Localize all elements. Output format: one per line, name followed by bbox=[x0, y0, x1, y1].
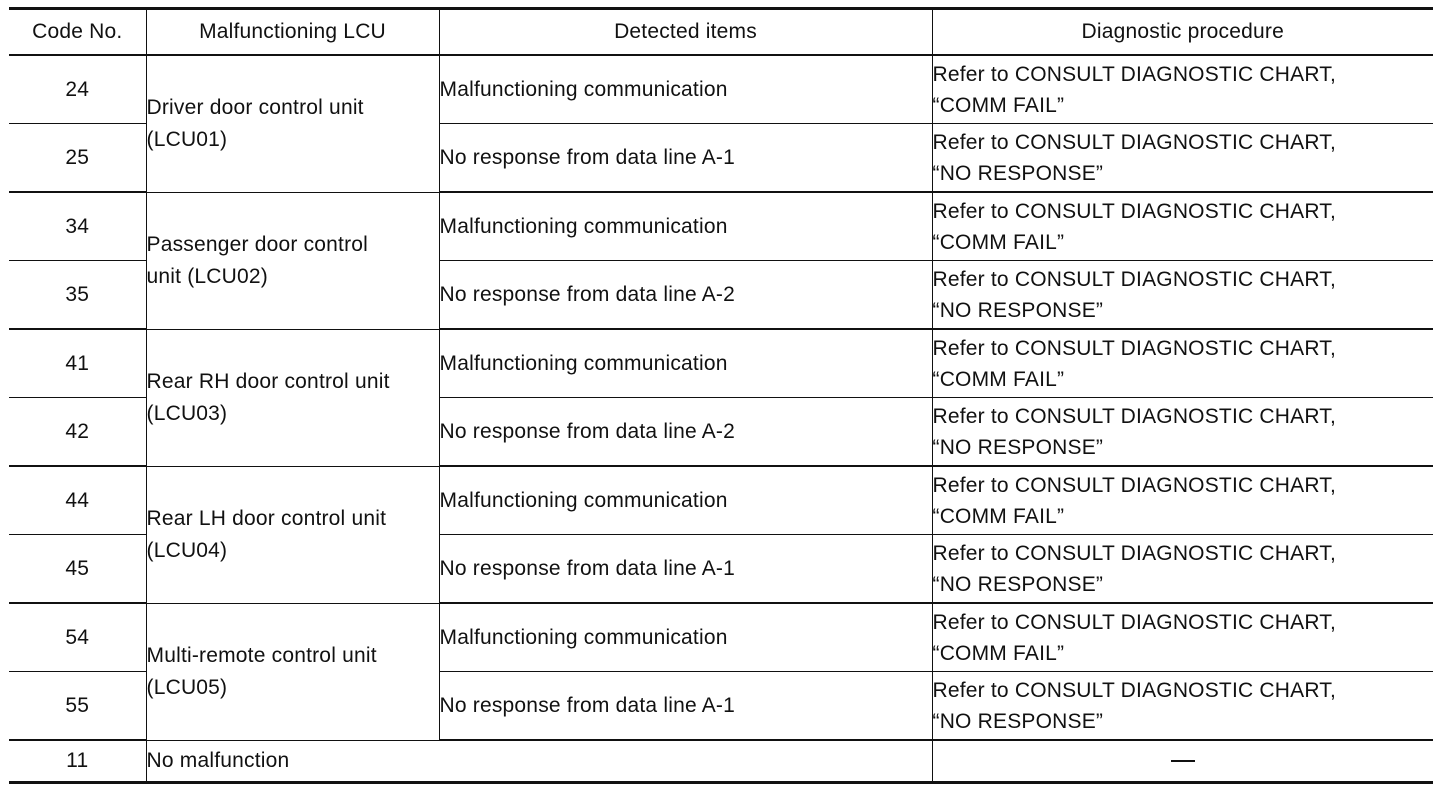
procedure-line: Refer to CONSULT DIAGNOSTIC CHART, bbox=[932, 62, 1337, 86]
procedure-line: Refer to CONSULT DIAGNOSTIC CHART, bbox=[932, 404, 1337, 428]
procedure-line: Refer to CONSULT DIAGNOSTIC CHART, bbox=[932, 336, 1337, 360]
procedure-chart-name: “COMM FAIL” bbox=[932, 230, 1065, 254]
no-malfunction-row bbox=[9, 740, 1433, 783]
procedure-cell bbox=[932, 603, 1433, 672]
procedure-line: Refer to CONSULT DIAGNOSTIC CHART, bbox=[932, 267, 1337, 291]
header-row bbox=[9, 9, 1433, 56]
procedure-cell bbox=[932, 55, 1433, 124]
header-detected-items: Detected items bbox=[439, 9, 932, 56]
code-cell: 35 bbox=[9, 261, 146, 330]
no-malfunction-label: No malfunction bbox=[146, 740, 932, 783]
lcu-id: unit (LCU02) bbox=[146, 264, 268, 288]
detected-item-cell: No response from data line A-2 bbox=[439, 261, 932, 330]
procedure-cell bbox=[932, 261, 1433, 330]
header-code: Code No. bbox=[9, 9, 146, 56]
procedure-line: Refer to CONSULT DIAGNOSTIC CHART, bbox=[932, 541, 1337, 565]
lcu-name: Multi-remote control unit bbox=[146, 643, 377, 667]
detected-item-cell: Malfunctioning communication bbox=[439, 466, 932, 535]
lcu-cell bbox=[146, 603, 439, 740]
code-cell: 24 bbox=[9, 55, 146, 124]
procedure-chart-name: “COMM FAIL” bbox=[932, 93, 1065, 117]
procedure-chart-name: “NO RESPONSE” bbox=[932, 298, 1104, 322]
detected-item-cell: No response from data line A-1 bbox=[439, 535, 932, 604]
lcu-cell bbox=[146, 55, 439, 192]
table-row bbox=[9, 55, 1433, 124]
procedure-chart-name: “NO RESPONSE” bbox=[932, 435, 1104, 459]
procedure-cell bbox=[932, 124, 1433, 193]
procedure-chart-name: “COMM FAIL” bbox=[932, 641, 1065, 665]
code-cell: 54 bbox=[9, 603, 146, 672]
header-malfunctioning-lcu: Malfunctioning LCU bbox=[146, 9, 439, 56]
code-cell: 11 bbox=[9, 740, 146, 783]
detected-item-cell: No response from data line A-1 bbox=[439, 672, 932, 741]
procedure-cell bbox=[932, 398, 1433, 467]
procedure-chart-name: “COMM FAIL” bbox=[932, 504, 1065, 528]
lcu-id: (LCU01) bbox=[146, 127, 228, 151]
procedure-cell bbox=[932, 740, 1433, 783]
lcu-cell bbox=[146, 329, 439, 466]
code-cell: 45 bbox=[9, 535, 146, 604]
code-cell: 55 bbox=[9, 672, 146, 741]
table-row bbox=[9, 192, 1433, 261]
procedure-chart-name: “NO RESPONSE” bbox=[932, 572, 1104, 596]
procedure-cell bbox=[932, 329, 1433, 398]
detected-item-cell: Malfunctioning communication bbox=[439, 192, 932, 261]
code-cell: 42 bbox=[9, 398, 146, 467]
lcu-name: Rear RH door control unit bbox=[146, 369, 390, 393]
procedure-cell bbox=[932, 192, 1433, 261]
code-cell: 44 bbox=[9, 466, 146, 535]
table-row bbox=[9, 603, 1433, 672]
procedure-cell bbox=[932, 466, 1433, 535]
procedure-cell bbox=[932, 535, 1433, 604]
lcu-name: Rear LH door control unit bbox=[146, 506, 387, 530]
lcu-name: Driver door control unit bbox=[146, 95, 364, 119]
procedure-chart-name: “NO RESPONSE” bbox=[932, 709, 1104, 733]
lcu-id: (LCU04) bbox=[146, 538, 228, 562]
detected-item-cell: Malfunctioning communication bbox=[439, 603, 932, 672]
code-cell: 25 bbox=[9, 124, 146, 193]
procedure-line: Refer to CONSULT DIAGNOSTIC CHART, bbox=[932, 130, 1337, 154]
procedure-line: Refer to CONSULT DIAGNOSTIC CHART, bbox=[932, 199, 1337, 223]
detected-item-cell: Malfunctioning communication bbox=[439, 55, 932, 124]
detected-item-cell: No response from data line A-1 bbox=[439, 124, 932, 193]
lcu-cell bbox=[146, 466, 439, 603]
table-row bbox=[9, 329, 1433, 398]
procedure-cell bbox=[932, 672, 1433, 741]
code-cell: 41 bbox=[9, 329, 146, 398]
detected-item-cell: Malfunctioning communication bbox=[439, 329, 932, 398]
lcu-id: (LCU05) bbox=[146, 675, 228, 699]
lcu-cell bbox=[146, 192, 439, 329]
procedure-line: Refer to CONSULT DIAGNOSTIC CHART, bbox=[932, 473, 1337, 497]
procedure-chart-name: “NO RESPONSE” bbox=[932, 161, 1104, 185]
header-diagnostic-procedure: Diagnostic procedure bbox=[932, 9, 1433, 56]
lcu-id: (LCU03) bbox=[146, 401, 228, 425]
diagnostic-code-table bbox=[9, 7, 1433, 784]
code-cell: 34 bbox=[9, 192, 146, 261]
procedure-chart-name: “COMM FAIL” bbox=[932, 367, 1065, 391]
lcu-name: Passenger door control bbox=[146, 232, 369, 256]
procedure-line: Refer to CONSULT DIAGNOSTIC CHART, bbox=[932, 678, 1337, 702]
detected-item-cell: No response from data line A-2 bbox=[439, 398, 932, 467]
procedure-line: Refer to CONSULT DIAGNOSTIC CHART, bbox=[932, 610, 1337, 634]
table-row bbox=[9, 466, 1433, 535]
em-dash-icon bbox=[1171, 760, 1195, 762]
